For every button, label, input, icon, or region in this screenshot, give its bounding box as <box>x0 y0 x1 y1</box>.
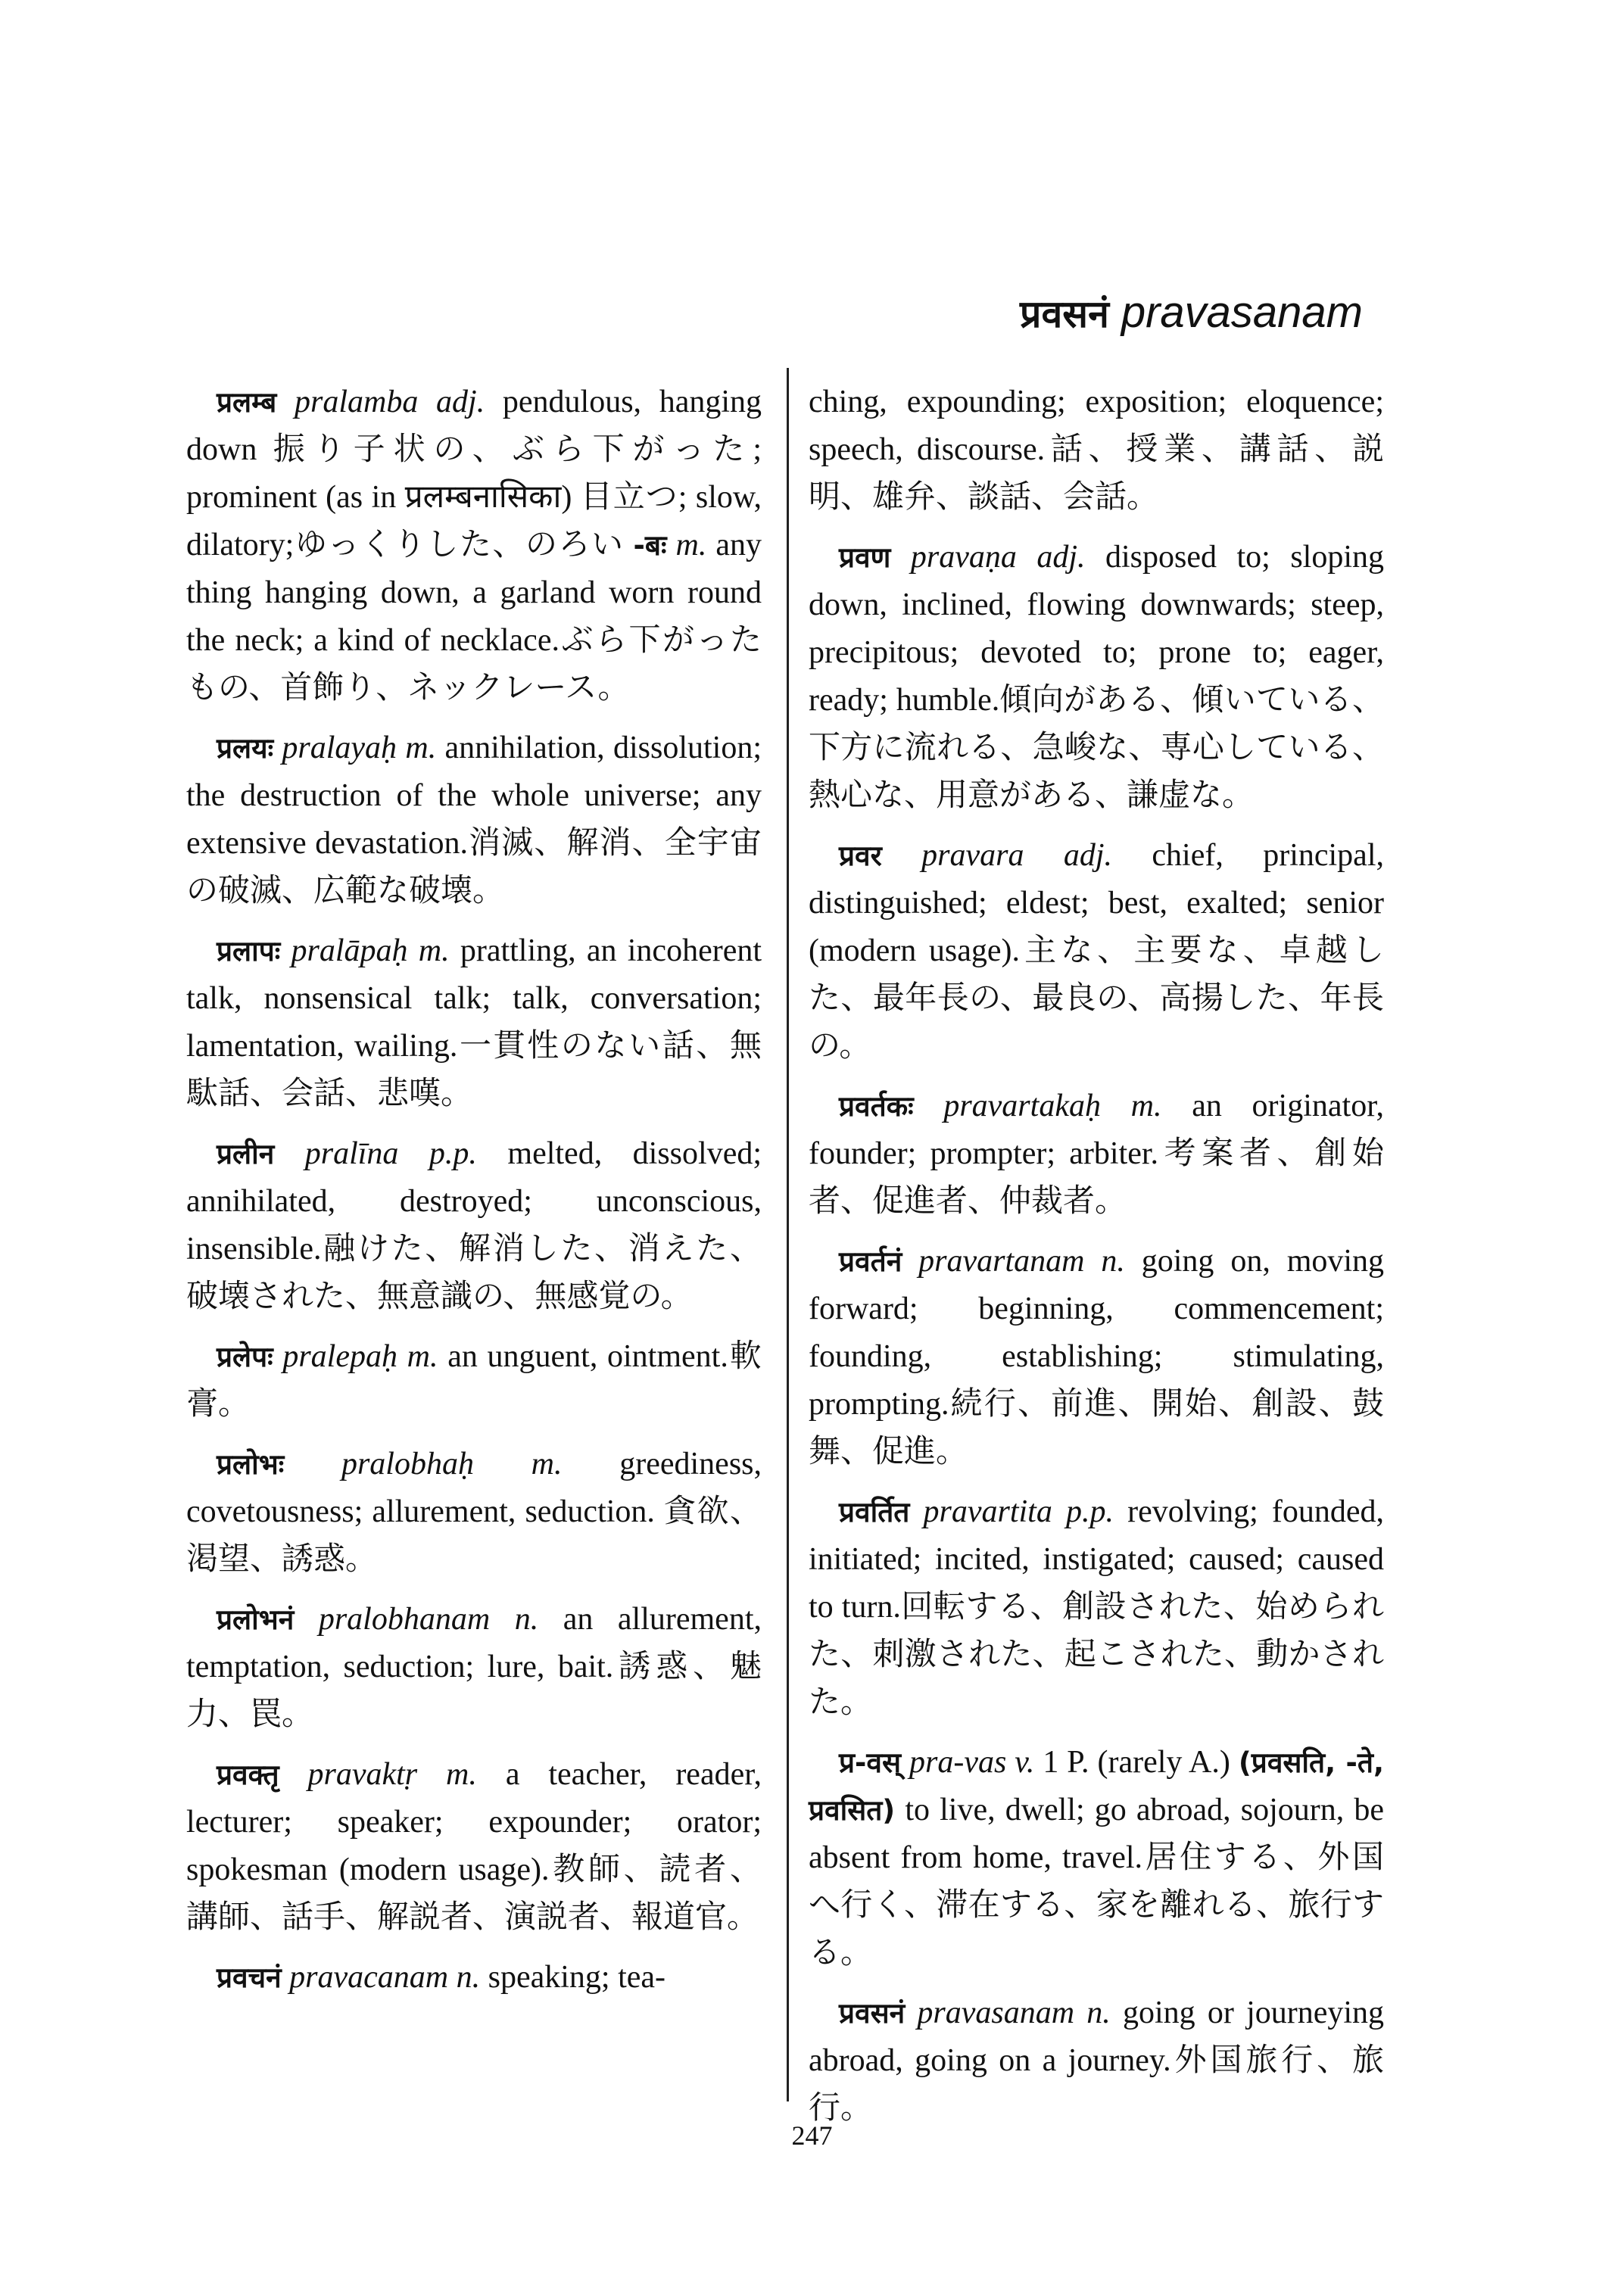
dictionary-entry <box>186 1333 762 1428</box>
grammar: adj. <box>1036 540 1086 575</box>
definition: pendulous, hanging down 振り子状の、ぶら下がった; prominent (as in प्रलम्बनासिका) 目立つ; slow, dilatory;ゆっくりした、のろい <box>186 385 762 562</box>
definition: a teacher, reader, lecturer; speaker; expounder; orator; spokesman (modern usage).教師、読者、講師、話手、解説者、演説者、報道官。 <box>186 1757 762 1935</box>
grammar: n. <box>1101 1244 1125 1279</box>
romanization: pravacanam <box>289 1960 449 1995</box>
headword: प्रवक्तृ <box>217 1759 279 1791</box>
definition: ching, expounding; exposition; eloquence; speech, discourse.話、授業、講話、説明、雄弁、談話、会話。 <box>809 385 1384 515</box>
dictionary-entry <box>809 1083 1384 1226</box>
running-head <box>1020 286 1363 341</box>
dictionary-entry <box>809 1989 1384 2133</box>
dictionary-entry <box>186 1954 762 2002</box>
definition: chief, principal, distinguished; eldest; best, exalted; senior (modern usage).主な、主要な、卓越した、最年長の、最良の、高揚した、年長の。 <box>809 838 1384 1064</box>
dictionary-entry <box>186 1751 762 1942</box>
romanization: pravartakaḥ <box>943 1089 1101 1123</box>
left-column <box>186 379 762 2014</box>
dictionary-entry <box>186 927 762 1118</box>
romanization: pravara <box>921 838 1024 873</box>
romanization: pralāpaḥ <box>291 933 408 968</box>
verb-forms: (प्रवसति, -ते, प्रवसित) <box>809 1746 1384 1827</box>
romanization: pra-vas <box>909 1745 1007 1780</box>
definition: an unguent, ointment.軟膏。 <box>186 1339 762 1422</box>
romanization: pravartanam <box>918 1244 1085 1279</box>
romanization: pralamba <box>294 385 419 419</box>
definition: an originator, founder; prompter; arbiter.考案者、創始者、促進者、仲裁者。 <box>809 1089 1384 1219</box>
grammar: adj. <box>436 385 485 419</box>
dictionary-entry <box>809 534 1384 820</box>
grammar: m. <box>1130 1089 1162 1123</box>
dictionary-entry <box>809 1238 1384 1476</box>
romanization: pravartita <box>923 1494 1052 1529</box>
sub-definition: any thing hanging down, a garland worn round the neck; a kind of necklace.ぶら下がったもの、首飾り、ネックレース。 <box>186 528 762 706</box>
definition: greediness, covetousness; allurement, seduction. 貪欲、渇望、誘惑。 <box>186 1447 762 1577</box>
grammar: m. <box>531 1447 563 1481</box>
grammar: m. <box>418 933 450 968</box>
headword: प्रवसनं <box>839 1997 906 2030</box>
headword: प्रलयः <box>217 732 274 765</box>
dictionary-entry <box>809 1488 1384 1727</box>
romanization: pralobhaḥ <box>341 1447 474 1481</box>
headword: प्रलापः <box>217 935 281 967</box>
headword: प्रलम्ब <box>217 386 277 419</box>
page-number: 247 <box>791 2120 833 2151</box>
grammar: p.p. <box>429 1136 477 1171</box>
sub-headword: -बः <box>633 529 667 562</box>
headword: प्रवण <box>839 541 891 574</box>
right-column <box>809 379 1384 2145</box>
romanization: pravaṇa <box>910 540 1017 575</box>
definition: revolving; founded, initiated; incited, instigated; caused; caused to turn.回転する、創設された、始められた、刺激された、起こされた、動かされた。 <box>809 1494 1384 1720</box>
running-head-devanagari: प्रवसनं <box>1020 292 1109 336</box>
definition: an allurement, temptation, seduction; lure, bait.誘惑、魅力、罠。 <box>186 1602 762 1732</box>
definition: annihilation, dissolution; the destruction of the whole universe; any extensive devastation.消滅、解消、全宇宙の破滅、広範な破壊。 <box>186 731 762 908</box>
headword: प्रवर्तकः <box>839 1090 914 1123</box>
definition: melted, dissolved; annihilated, destroyed; unconscious, insensible.融けた、解消した、消えた、破壊された、無意識の、無感覚の。 <box>186 1136 762 1314</box>
headword: प्रलीन <box>217 1138 275 1170</box>
definition: going on, moving forward; beginning, commencement; founding, establishing; stimulating, prompting.続行、前進、開始、創設、鼓舞、促進。 <box>809 1244 1385 1469</box>
headword: प्र-वस् <box>839 1746 901 1779</box>
romanization: pravasanam <box>917 1995 1075 2030</box>
dictionary-entry <box>809 832 1384 1070</box>
definition: going or journeying abroad, going on a journey.外国旅行、旅行。 <box>809 1995 1385 2126</box>
romanization: pralepaḥ <box>282 1339 397 1374</box>
running-head-roman: pravasanam <box>1121 288 1363 337</box>
grammar: adj. <box>1063 838 1113 873</box>
headword: प्रवर्तित <box>839 1496 910 1528</box>
grammar: v. <box>1015 1745 1035 1780</box>
grammar: n. <box>1086 1995 1111 2030</box>
definition: disposed to; sloping down, inclined, flowing downwards; steep, precipitous; devoted to; prone to; eager, ready; humble.傾向がある、傾いている、下方に流れる、急峻な、専心している、熱心な、用意がある、謙虚な。 <box>809 540 1384 813</box>
dictionary-entry <box>186 1441 762 1584</box>
sub-grammar: m. <box>675 528 707 562</box>
headword: प्रवचनं <box>217 1961 282 1994</box>
headword: प्रलेपः <box>217 1341 273 1373</box>
headword: प्रवर्तनं <box>839 1245 902 1278</box>
headword: प्रवर <box>839 840 882 872</box>
dictionary-entry <box>186 1596 762 1739</box>
grammar: m. <box>446 1757 477 1792</box>
definition: to live, dwell; go abroad, sojourn, be absent from home, travel.居住する、外国へ行く、滞在する、家を離れる、旅行する。 <box>809 1793 1384 1971</box>
grammar: m. <box>407 1339 438 1374</box>
definition: speaking; tea- <box>488 1960 666 1995</box>
dictionary-entry <box>186 379 762 712</box>
entry-continuation <box>809 379 1384 522</box>
headword: प्रलोभः <box>217 1448 285 1481</box>
grammar: n. <box>514 1602 539 1637</box>
grammar: m. <box>405 731 437 765</box>
romanization: pravaktṛ <box>307 1757 418 1792</box>
romanization: pralayaḥ <box>282 731 397 765</box>
romanization: pralobhanam <box>318 1602 491 1637</box>
conjugation: 1 P. (rarely A.) <box>1043 1745 1230 1780</box>
dictionary-entry <box>186 1130 762 1321</box>
headword: प्रलोभनं <box>217 1603 295 1636</box>
grammar: n. <box>456 1960 481 1995</box>
romanization: pralīna <box>304 1136 399 1171</box>
dictionary-entry <box>186 724 762 915</box>
grammar: p.p. <box>1065 1494 1114 1529</box>
dictionary-entry <box>809 1739 1384 1977</box>
column-divider <box>787 368 789 2101</box>
definition: prattling, an incoherent talk, nonsensical talk; talk, conversation; lamentation, wailing.一貫性のない話、無駄話、会話、悲嘆。 <box>186 933 762 1111</box>
